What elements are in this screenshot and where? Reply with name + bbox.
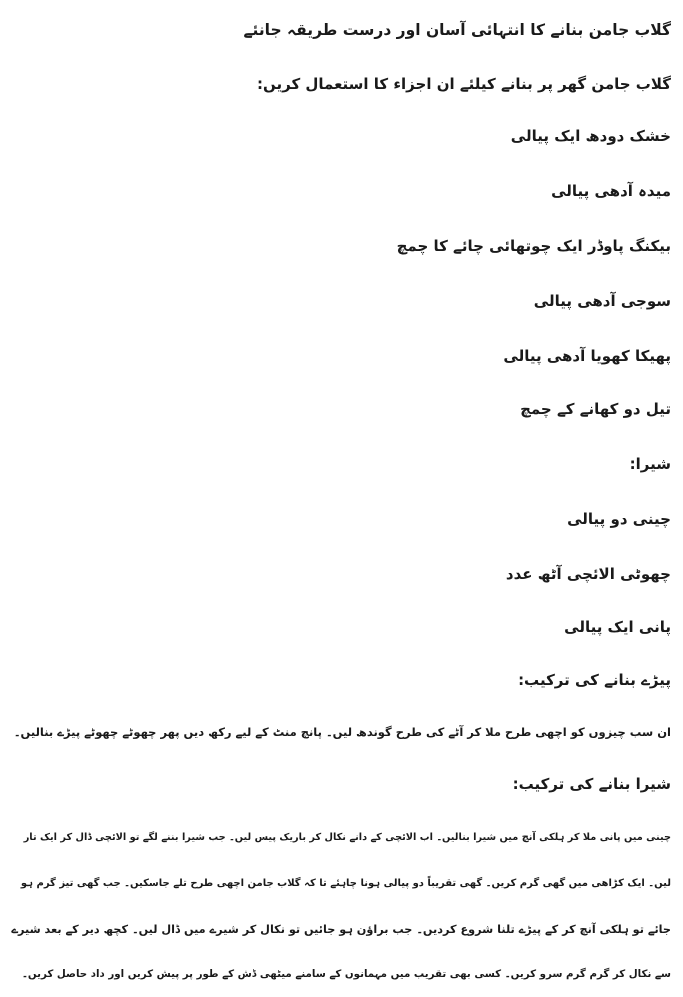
syrup-item: چینی دو پیالی <box>567 510 671 528</box>
syrup-method-heading: شیرا بنانے کی ترکیب: <box>512 775 671 793</box>
syrup-item: پانی ایک پیالی <box>564 618 671 636</box>
method-heading: پیڑے بنانے کی ترکیب: <box>518 671 671 689</box>
ingredients-intro: گلاب جامن گھر پر بنانے کیلئے ان اجزاء کا استعمال کریں: <box>256 75 671 93</box>
article-title: گلاب جامن بنانے کا انتہائی آسان اور درست طریقہ جانئے <box>243 21 671 39</box>
syrup-method-line: سے نکال کر گرم گرم سرو کریں۔ کسی بھی تقریب میں مہمانوں کے سامنے میٹھی ڈش کے طور پر پیش کریں اور داد حاصل کریں۔ <box>21 968 671 980</box>
syrup-heading: شیرا: <box>629 455 671 473</box>
method-text: ان سب چیزوں کو اچھی طرح ملا کر آٹے کی طرح گوندھ لیں۔ پانچ منٹ کے لیے رکھ دیں پھر چھوٹے چھوٹے پیڑے بنالیں۔ <box>13 725 671 739</box>
syrup-item: چھوٹی الائچی آٹھ عدد <box>505 565 671 583</box>
syrup-method-line: جائے تو ہلکی آنچ کر کے پیڑے تلنا شروع کردیں۔ جب براؤن ہو جائیں تو نکال کر شیرے میں ڈال لیں۔ کچھ دیر کے بعد شیرے <box>11 923 671 936</box>
syrup-method-line: لیں۔ ایک کڑاھی میں گھی گرم کریں۔ گھی تقریباً دو پیالی ہونا چاہئے تا کہ گلاب جامن اچھی طرح تلے جاسکیں۔ جب گھی تیز گرم ہو <box>20 878 671 889</box>
ingredient-item: خشک دودھ ایک پیالی <box>510 127 671 145</box>
ingredient-item: تیل دو کھانے کے چمچ <box>520 400 671 418</box>
ingredient-item: سوجی آدھی پیالی <box>533 292 671 310</box>
syrup-method-line: چینی میں پانی ملا کر ہلکی آنچ میں شیرا بنالیں۔ اب الائچی کے دانے نکال کر باریک پیس لیں۔ جب شیرا بننے لگے تو الائچی ڈال کر ایک تار <box>23 832 671 843</box>
ingredient-item: میدہ آدھی پیالی <box>551 182 671 200</box>
ingredient-item: بیکنگ پاوڈر ایک چوتھائی چائے کا چمچ <box>396 237 671 255</box>
ingredient-item: پھیکا کھویا آدھی پیالی <box>503 347 671 365</box>
